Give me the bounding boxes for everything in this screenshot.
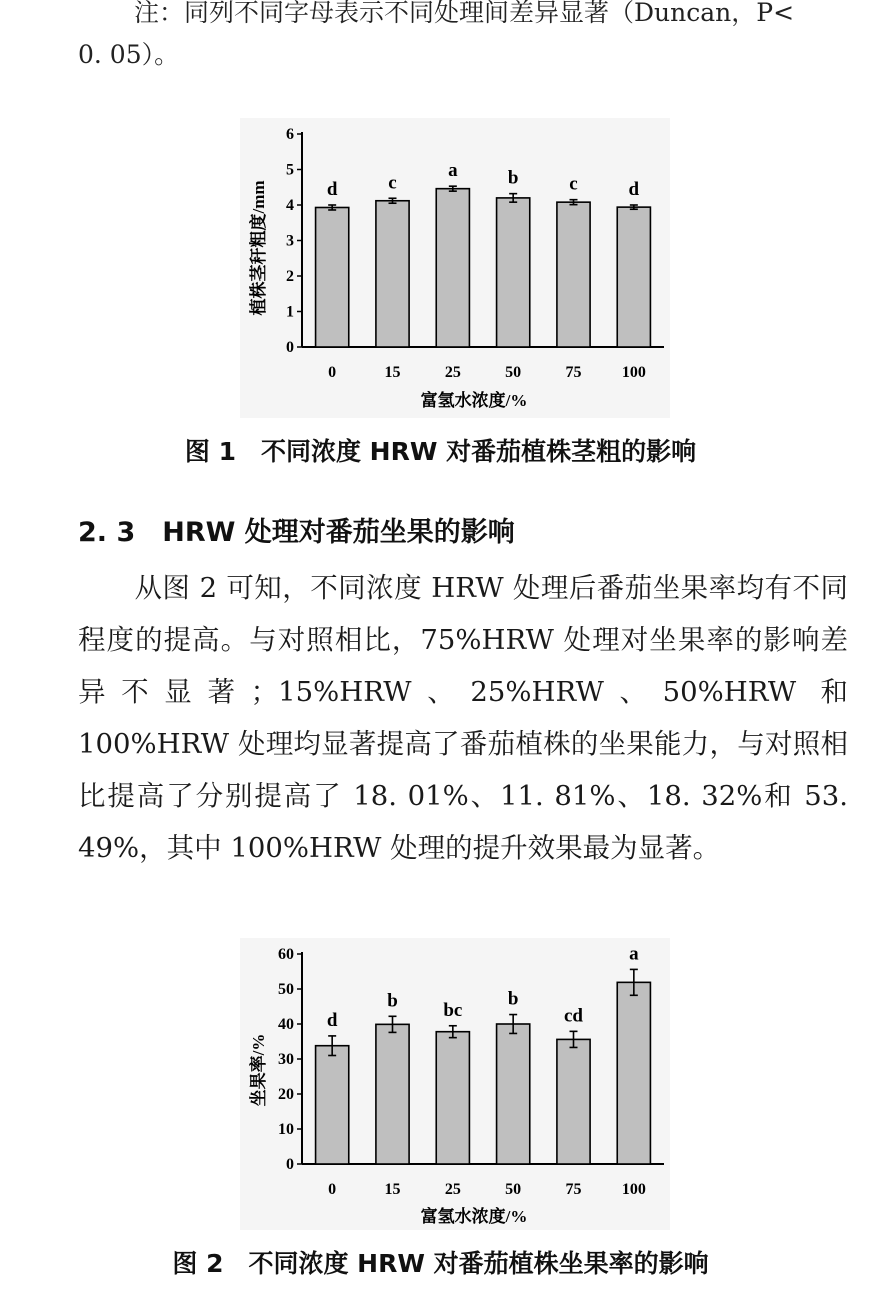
chart2-bar-75 — [557, 1039, 590, 1164]
chart1-x-tick-label: 50 — [505, 364, 522, 381]
fruit-set-rate-bar-chart — [240, 938, 670, 1230]
chart2-x-tick-label: 100 — [621, 1181, 646, 1198]
section-paragraph-text: 从图 2 可知，不同浓度 HRW 处理后番茄坐果率均有不同程度的提高。与对照相比，75%HRW 处理对坐果率的影响差异不显著；15%HRW、25%HRW、50%HRW 和 100%HRW 处理均显著提高了番茄植株的坐果能力，与对照相比提高了分别提高了 18. 01%、11. 81%、18. 32%和 53. 49%，其中 100%HRW 处理的提升效果最为显著。 — [78, 572, 848, 864]
chart2-significance-letter: b — [507, 988, 519, 1010]
chart2-bar-0 — [316, 1046, 349, 1164]
figure1-caption: 图 1 不同浓度 HRW 对番茄植株茎粗的影响 — [184, 437, 697, 466]
chart2-y-tick-label: 30 — [278, 1051, 294, 1068]
chart2-ylabel: 坐果率/% — [249, 1033, 268, 1107]
chart1-significance-letter: d — [628, 179, 640, 200]
chart1-significance-letter: c — [388, 172, 397, 194]
chart1-bar-25 — [436, 189, 469, 347]
chart2-bar-25 — [436, 1032, 469, 1164]
chart1-y-tick-label: 4 — [286, 197, 294, 214]
chart1-xlabel: 富氢水浓度/% — [420, 391, 528, 410]
chart2-x-tick-label: 50 — [505, 1181, 522, 1198]
chart2-x-tick-label: 15 — [384, 1181, 401, 1198]
chart1-bar-15 — [376, 201, 409, 347]
chart2-significance-letter: bc — [443, 999, 463, 1021]
chart2-significance-letter: d — [326, 1009, 338, 1031]
chart2-y-tick-label: 0 — [286, 1156, 294, 1173]
chart2-x-tick-label: 0 — [328, 1181, 337, 1198]
chart2-y-tick-label: 20 — [278, 1086, 294, 1103]
section-heading: 2. 3 HRW 处理对番茄坐果的影响 — [78, 517, 515, 548]
chart1-y-tick-label: 1 — [286, 303, 294, 321]
chart1-bar-100 — [617, 207, 650, 347]
chart2-y-tick-label: 40 — [278, 1016, 294, 1033]
chart1-x-tick-label: 100 — [621, 364, 646, 381]
chart1-significance-letter: a — [448, 160, 458, 182]
note-line-1: 注：同列不同字母表示不同处理间差异显著（Duncan，P< — [134, 0, 795, 27]
chart2-significance-letter: b — [387, 990, 398, 1012]
chart2-bar-50 — [497, 1024, 530, 1164]
chart2-bar-15 — [376, 1024, 409, 1164]
chart2-y-tick-label: 60 — [278, 946, 294, 963]
chart2-y-tick-label: 50 — [278, 981, 294, 998]
chart1-bar-50 — [497, 198, 530, 347]
chart1-x-tick-label: 25 — [444, 364, 461, 381]
chart1-x-tick-label: 75 — [565, 364, 582, 381]
chart2-significance-letter: a — [629, 943, 639, 965]
chart1-ylabel: 植株茎秆粗度/mm — [249, 180, 268, 316]
chart1-y-tick-label: 6 — [286, 126, 294, 143]
stem-diameter-bar-chart — [240, 118, 670, 418]
chart2-x-tick-label: 25 — [444, 1181, 461, 1198]
chart1-bar-75 — [557, 202, 590, 347]
chart1-significance-letter: b — [507, 167, 519, 189]
chart1-y-tick-label: 2 — [286, 268, 294, 285]
chart1-x-tick-label: 15 — [384, 364, 401, 381]
table-note — [78, 0, 848, 76]
chart1-bar-0 — [316, 207, 349, 347]
chart2-bar-100 — [617, 982, 650, 1164]
chart2-xlabel: 富氢水浓度/% — [420, 1207, 528, 1226]
chart2-x-tick-label: 75 — [565, 1181, 582, 1198]
figure2-caption: 图 2 不同浓度 HRW 对番茄植株坐果率的影响 — [172, 1249, 709, 1278]
chart2-y-tick-label: 10 — [278, 1121, 294, 1138]
chart1-x-tick-label: 0 — [328, 364, 337, 381]
note-line-2: 0. 05）。 — [78, 40, 180, 69]
chart1-significance-letter: d — [326, 179, 338, 200]
section-paragraph — [78, 562, 848, 874]
chart2-significance-letter: cd — [564, 1005, 583, 1027]
chart1-y-tick-label: 0 — [286, 339, 294, 356]
chart1-significance-letter: c — [569, 173, 578, 195]
chart1-y-tick-label: 5 — [286, 161, 294, 179]
chart1-y-tick-label: 3 — [286, 232, 294, 250]
